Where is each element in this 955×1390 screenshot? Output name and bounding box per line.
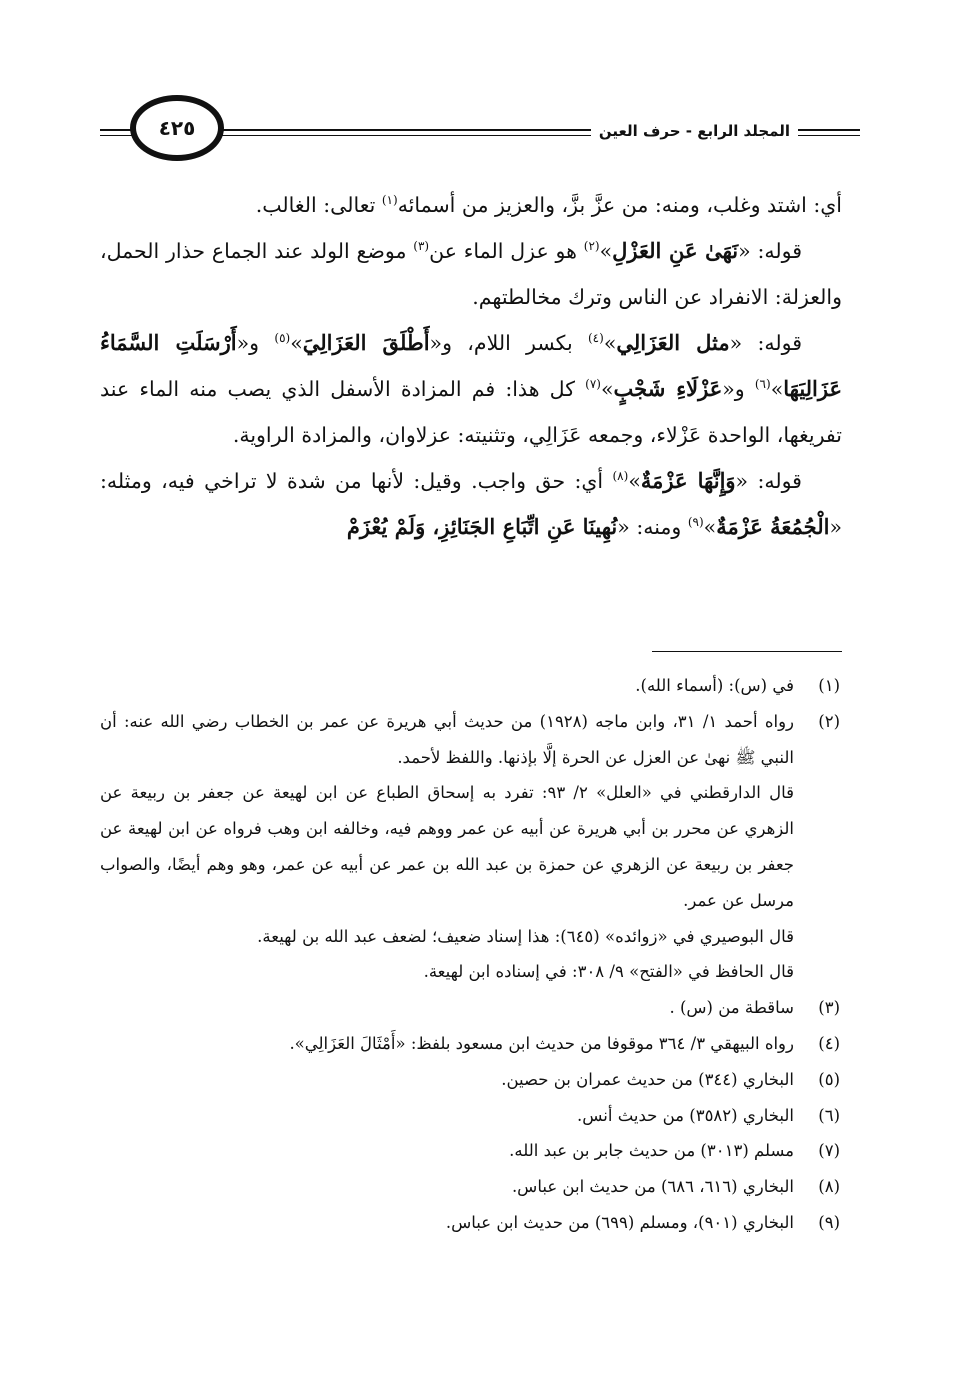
hadith-phrase: مثل العَزَالِي	[616, 330, 730, 355]
footnote-3	[100, 990, 840, 1026]
footnote-8	[100, 1169, 840, 1205]
footnote-2	[100, 704, 840, 776]
footnote-ref: (٣)	[413, 239, 430, 254]
footnotes	[100, 668, 840, 1241]
footnote-number: (٨)	[818, 1177, 840, 1197]
paragraph-1: أي: اشتد وغلب، ومنه: من عزَّ بزَّ، والعزيز من أسمائه$^{(١)}$ تعالى: الغالب.	[255, 193, 842, 217]
footnote-9	[100, 1205, 840, 1241]
running-title: المجلد الرابع - حرف العين	[591, 119, 798, 143]
footnote-number: (١)	[818, 676, 840, 695]
main-text	[100, 182, 842, 550]
footnote-7	[100, 1133, 840, 1169]
footnote-ref: (٥)	[274, 331, 291, 346]
hadith-phrase: نُهِينَا عَنِ اتِّبَاعِ الجَنَائِزِ، وَلَمْ يُعْزَمْ	[346, 514, 618, 539]
footnote-number: (٧)	[818, 1141, 840, 1161]
footnote-divider	[652, 651, 842, 652]
paragraph-3: قوله: «مثل العَزَالِي»$^{(٤)}$ بكسر اللام، و«أَطْلَقَ العَزَالِيَ»$^{(٥)}$ و«أَرْسَلَتِ السَّمَاءُ عَزَالِيَهَا»$^{(٦)}$ و«عَزْلَاءِ شَجْبٍ»$^{(٧)}$ كل هذا: فم المزادة الأسفل الذي يصب منه الماء عند تفريغها، الواحدة عَزْلاء، وجمعه عَزَالِي، وتثنيته: عزلاوان، والمزادة الراوية.	[100, 330, 842, 447]
footnote-number: (٣)	[818, 998, 840, 1018]
footnote-text: رواه أحمد ١/ ٣١، وابن ماجه (١٩٢٨) من حديث أبي هريرة عن عمر بن الخطاب رضي الله عنه: أن النبي ﷺ نهىٰ عن العزل عن الحرة إلَّا بإذنها. واللفظ لأحمد.	[100, 711, 794, 767]
footnote-ref: (٧)	[585, 377, 601, 392]
footnote-text: البخاري (٦١٦، ٦٨٦) من حديث ابن عباس.	[511, 1177, 794, 1197]
page-number-badge	[130, 95, 224, 161]
footnote-number: (٥)	[818, 1069, 840, 1089]
footnote-text: البخاري (٣٥٨٢) من حديث أنس.	[577, 1105, 794, 1125]
footnote-6	[100, 1098, 840, 1134]
footnote-text: قال الدارقطني في «العلل» ٢/ ٩٣: تفرد به إسحاق الطباع عن ابن لهيعة عن جعفر بن ربيعة عن الزهري عن محرر بن أبي هريرة عن أبيه عن عمر ووهم فيه، وخالفه ابن وهب فرواه عن ابن لهيعة عن جعفر بن ربيعة عن الزهري عن حمزة بن عبد الله بن عمر عن أبيه عن عمر، وهو وهم أيضًا، والصواب مرسل عن عمر.	[100, 783, 794, 910]
footnote-text: البخاري (٩٠١)، ومسلم (٦٩٩) من حديث ابن عباس.	[445, 1212, 794, 1232]
footnote-text: ساقطة من (س) .	[669, 998, 794, 1018]
footnote-number: (٦)	[818, 1105, 840, 1125]
footnote-ref: (٤)	[587, 331, 604, 346]
footnote-ref: (٢)	[583, 239, 600, 254]
footnote-ref: (٩)	[687, 515, 704, 530]
hadith-phrase: أَطْلَقَ العَزَالِيَ	[302, 330, 430, 355]
footnote-1	[100, 668, 840, 704]
footnote-text: البخاري (٣٤٤) من حديث عمران بن حصين.	[501, 1069, 794, 1089]
footnote-text: مسلم (٣٠١٣) من حديث جابر بن عبد الله.	[509, 1141, 794, 1161]
footnote-number: (٢)	[818, 711, 840, 731]
footnote-text: قال البوصيري في «زوائده» (٦٤٥): هذا إسناد ضعيف؛ لضعف عبد الله بن لهيعة.	[257, 926, 794, 946]
footnote-ref: (٨)	[612, 469, 629, 484]
hadith-phrase: الْجُمُعَةُ عَزْمَةٌ	[716, 514, 830, 539]
hadith-phrase: نَهَىٰ عَنِ العَزْلِ	[612, 238, 739, 263]
footnote-text: رواه البيهقي ٣/ ٣٦٤ موقوفا من حديث ابن مسعود بلفظ: «أَمْثَالَ العَزَالِي».	[289, 1033, 794, 1053]
hadith-phrase: عَزْلَاءِ شَجْبٍ	[613, 376, 723, 401]
paragraph-2: قوله: «نَهَىٰ عَنِ العَزْلِ»$^{(٢)}$ هو عزل الماء عن$^{(٣)}$ موضع الولد عند الجماع حذار الحمل، والعزلة: الانفراد عن الناس وترك مخالطتهم.	[100, 238, 842, 309]
footnote-4	[100, 1026, 840, 1062]
footnote-2-continuation	[100, 775, 840, 990]
paragraph-4: قوله: «وَإِنَّهَا عَزْمَةٌ»$^{(٨)}$ أي: حق واجب. وقيل: لأنها من شدة لا تراخي فيه، ومثله: «الْجُمُعَةُ عَزْمَةٌ»$^{(٩)}$ ومنه: «نُهِينَا عَنِ اتِّبَاعِ الجَنَائِزِ، وَلَمْ يُعْزَمْ	[100, 468, 842, 539]
footnote-5	[100, 1062, 840, 1098]
footnote-number: (٩)	[818, 1212, 840, 1232]
hadith-phrase: أَرْسَلَتِ السَّمَاءُ عَزَالِيَهَا	[100, 330, 842, 401]
footnote-text: قال الحافظ في «الفتح» ٩/ ٣٠٨: في إسناده ابن لهيعة.	[423, 962, 794, 982]
footnote-text: في (س): (أسماء الله).	[635, 676, 794, 695]
page-number: ٤٢٥	[158, 116, 196, 140]
footnote-number: (٤)	[818, 1033, 840, 1053]
hadith-phrase: وَإِنَّهَا عَزْمَةٌ	[640, 468, 736, 493]
page-header	[100, 95, 860, 175]
footnote-ref: (٦)	[754, 377, 771, 392]
footnote-ref: (١)	[381, 193, 398, 208]
